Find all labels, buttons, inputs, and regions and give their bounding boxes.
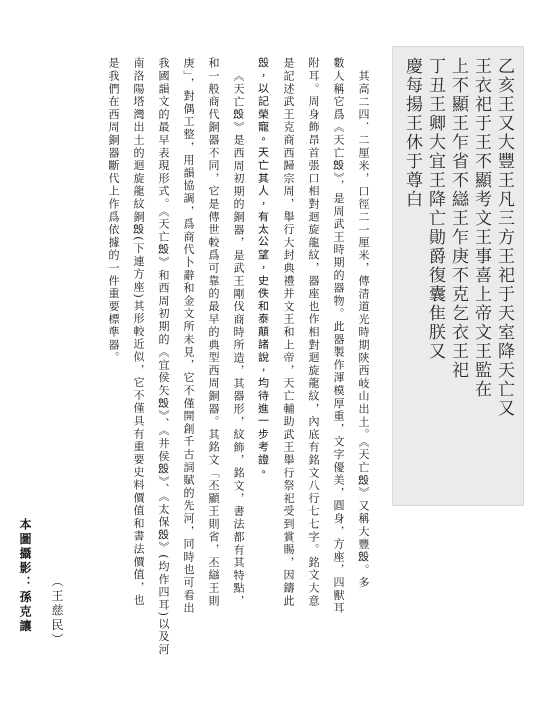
inscription-column: 慶每揚王休于尊白 xyxy=(402,57,422,209)
commentary-column: 附耳。周身飾昂首張口相對迴旋龍紋，器座也作相對迴旋龍紋，內底有銘文八行七七字。銘文大意 xyxy=(307,57,320,608)
commentary-column: 南洛陽塔灣出土的迴旋龍紋銅𣪕(下連方座)其形較近似，它不僅具有重要史料價值和書法價值，也 xyxy=(132,57,145,607)
inscription-column: 乙亥王又大豐王凡三方王祀于天室降天亡又 xyxy=(494,57,514,418)
commentary-column: 其高二四．二厘米，口徑二一厘米，傳清道光時期陝西岐山出土。《天亡𣪕》又稱大豐𣪕。多 xyxy=(357,70,370,590)
inscription-column: 王衣祀于王不顯考文王事喜上帝文王監在 xyxy=(471,57,491,399)
commentary-column: 《天亡𣪕》是西周初期的銅器，是武王剛伐商時所造，其器形，紋飾，銘文，書法都有其特點， xyxy=(232,70,245,608)
commentary-column: 庚」，對偶工整，用韻協調，爲商代卜辭和金文所未見，它不僅開創千古詞賦的先河，同時也可看出 xyxy=(182,57,195,615)
commentary-column: 數人稱它爲《天亡𣪕》，是周武王時期的器物。此器製作渾模厚重，文字優美，圓身，方座，四獸耳 xyxy=(332,57,345,615)
photo-credit: 本圖攝影：孫克讓 xyxy=(18,518,32,634)
commentary-column: 和一般商代銅器不同，它是傳世較爲可靠的最早的典型西周銅器。其銘文「丕顯王則省，丕䜌王則 xyxy=(207,57,220,608)
commentary-column: 我國韻文的最早表現形式。《天亡𣪕》和西周初期的《宜侯矢𣪕》、《井侯𣪕》、《太保𣪕》(均作四耳)以及河 xyxy=(157,57,170,657)
commentary-column: 𣪕，以記榮寵。天亡其人，有太公望，史佚和泰顛諸說，均待進一步考證。 xyxy=(257,57,270,480)
author-credit: （王慈民） xyxy=(50,575,64,648)
inscription-column: 丁丑王卿大宜王降亡勛爵復囊隹朕又 xyxy=(425,57,445,361)
commentary-column: 是我們在西周銅器斷代上作爲依據的一件重要標準器。 xyxy=(107,57,120,365)
commentary-column: 是記述武王克商西歸宗周，舉行大封典禮并文王和上帝，天亡輔助武王舉行祭祀受到賞賜，因鑄此 xyxy=(282,57,295,608)
inscription-column: 上不顯王乍省不䜌王乍庚不克乞衣王祀 xyxy=(448,57,468,380)
inscription-rubbing xyxy=(392,46,524,506)
